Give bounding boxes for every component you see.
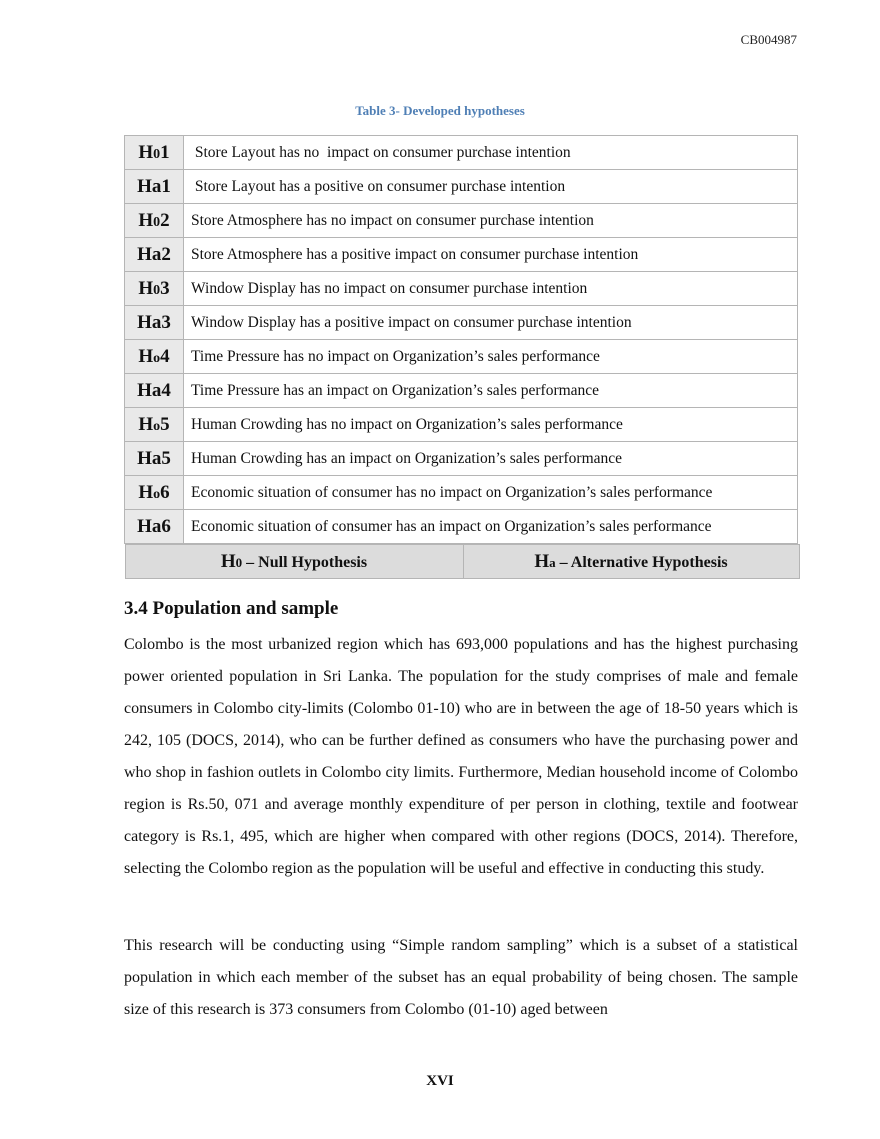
hypothesis-code-number: 3: [160, 277, 170, 299]
hypothesis-code-number: 5: [160, 413, 170, 435]
hypothesis-code-main: Ha: [137, 175, 162, 197]
hypothesis-code-number: 2: [160, 209, 170, 231]
hypothesis-code: [125, 340, 184, 374]
hypothesis-code-main: H: [138, 413, 154, 435]
hypothesis-statement: Time Pressure has no impact on Organization’s sales performance: [184, 340, 798, 374]
hypothesis-code-number: 1: [160, 141, 170, 163]
paragraph-sampling: This research will be conducting using “Simple random sampling” which is a subset of a statistical population in which each member of the subset has an equal probability of being chosen. The sample size of this research is 373 consumers from Colombo (01-10) aged between: [124, 937, 798, 1018]
table-row: [125, 136, 798, 170]
hypotheses-table: [124, 135, 798, 579]
hypothesis-code-main: Ha: [137, 515, 162, 537]
hypothesis-code-number: 4: [160, 345, 170, 367]
hypothesis-code-number: 6: [160, 481, 170, 503]
hypothesis-statement: Store Layout has no impact on consumer purchase intention: [184, 136, 798, 170]
legend-null-text: – Null Hypothesis: [242, 553, 368, 571]
hypothesis-code-main: H: [138, 481, 154, 503]
hypothesis-code: [125, 170, 184, 204]
hypothesis-code-main: Ha: [137, 243, 162, 265]
hypothesis-statement: Time Pressure has an impact on Organization’s sales performance: [184, 374, 798, 408]
hypothesis-statement: Window Display has a positive impact on consumer purchase intention: [184, 306, 798, 340]
legend-alt-subscript: a: [549, 554, 556, 570]
table-row: [125, 510, 798, 544]
hypothesis-code-subscript: o: [153, 350, 161, 366]
legend-alt-symbol: H: [534, 550, 550, 572]
page-number: XVI: [426, 1073, 454, 1089]
hypothesis-code-main: H: [138, 209, 154, 231]
hypotheses-table-body: [125, 136, 798, 544]
hypothesis-statement: Store Atmosphere has a positive impact on consumer purchase intention: [184, 238, 798, 272]
hypothesis-code: [125, 442, 184, 476]
hypothesis-code-number: 3: [161, 311, 171, 333]
hypothesis-code-subscript: o: [153, 418, 161, 434]
table-row: [125, 272, 798, 306]
legend-alt-text: – Alternative Hypothesis: [555, 553, 728, 571]
hypothesis-code: [125, 136, 184, 170]
hypothesis-statement: Human Crowding has no impact on Organization’s sales performance: [184, 408, 798, 442]
legend-null: [125, 545, 463, 579]
hypothesis-code-subscript: o: [153, 486, 161, 502]
hypothesis-code: [125, 408, 184, 442]
table-legend-row: [125, 544, 800, 579]
table-row: [125, 442, 798, 476]
table-row: [125, 476, 798, 510]
hypothesis-code-subscript: 0: [153, 146, 161, 162]
hypothesis-code-number: 1: [161, 175, 171, 197]
hypothesis-code-number: 4: [161, 379, 171, 401]
table-row: [125, 408, 798, 442]
hypothesis-code: [125, 204, 184, 238]
hypothesis-code-number: 5: [161, 447, 171, 469]
hypothesis-code: [125, 510, 184, 544]
hypothesis-code-number: 2: [161, 243, 171, 265]
hypothesis-code-main: Ha: [137, 447, 162, 469]
hypothesis-statement: Economic situation of consumer has no impact on Organization’s sales performance: [184, 476, 798, 510]
section-heading: 3.4 Population and sample: [124, 598, 339, 619]
table-row: [125, 340, 798, 374]
hypothesis-code-main: H: [138, 277, 154, 299]
table-row: [125, 204, 798, 238]
legend-alt: [463, 545, 799, 579]
hypothesis-statement: Human Crowding has an impact on Organization’s sales performance: [184, 442, 798, 476]
table-row: [125, 374, 798, 408]
hypothesis-code-number: 6: [161, 515, 171, 537]
hypothesis-code: [125, 306, 184, 340]
hypothesis-code-subscript: 0: [153, 282, 161, 298]
hypothesis-code-main: Ha: [137, 379, 162, 401]
hypothesis-code-main: H: [138, 345, 154, 367]
hypothesis-code: [125, 272, 184, 306]
hypothesis-code-main: Ha: [137, 311, 162, 333]
legend-null-symbol: H: [220, 550, 236, 572]
hypothesis-statement: Economic situation of consumer has an impact on Organization’s sales performance: [184, 510, 798, 544]
hypothesis-code: [125, 238, 184, 272]
hypothesis-code: [125, 476, 184, 510]
hypothesis-statement: Window Display has no impact on consumer purchase intention: [184, 272, 798, 306]
hypothesis-code: [125, 374, 184, 408]
table-row: [125, 170, 798, 204]
hypothesis-code-subscript: 0: [153, 214, 161, 230]
table-row: [125, 306, 798, 340]
legend-null-subscript: 0: [235, 554, 243, 570]
table-caption: Table 3- Developed hypotheses: [355, 103, 525, 118]
hypothesis-statement: Store Layout has a positive on consumer purchase intention: [184, 170, 798, 204]
table-row: [125, 238, 798, 272]
hypothesis-code-main: H: [138, 141, 154, 163]
hypothesis-statement: Store Atmosphere has no impact on consumer purchase intention: [184, 204, 798, 238]
document-id: CB004987: [740, 32, 797, 47]
paragraph-population: Colombo is the most urbanized region which has 693,000 populations and has the highest purchasing power oriented population in Sri Lanka. The population for the study comprises of male and female consumers in Colombo city-limits (Colombo 01-10) who are in between the age of 18-50 years which is 242, 105 (DOCS, 2014), who can be further defined as consumers who have the purchasing power and who shop in fashion outlets in Colombo city limits. Furthermore, Median household income of Colombo region is Rs.50, 071 and average monthly expenditure of per person in clothing, textile and footwear category is Rs.1, 495, which are higher when compared with other regions (DOCS, 2014). Therefore, selecting the Colombo region as the population will be useful and effective in conducting this study.: [124, 636, 798, 877]
